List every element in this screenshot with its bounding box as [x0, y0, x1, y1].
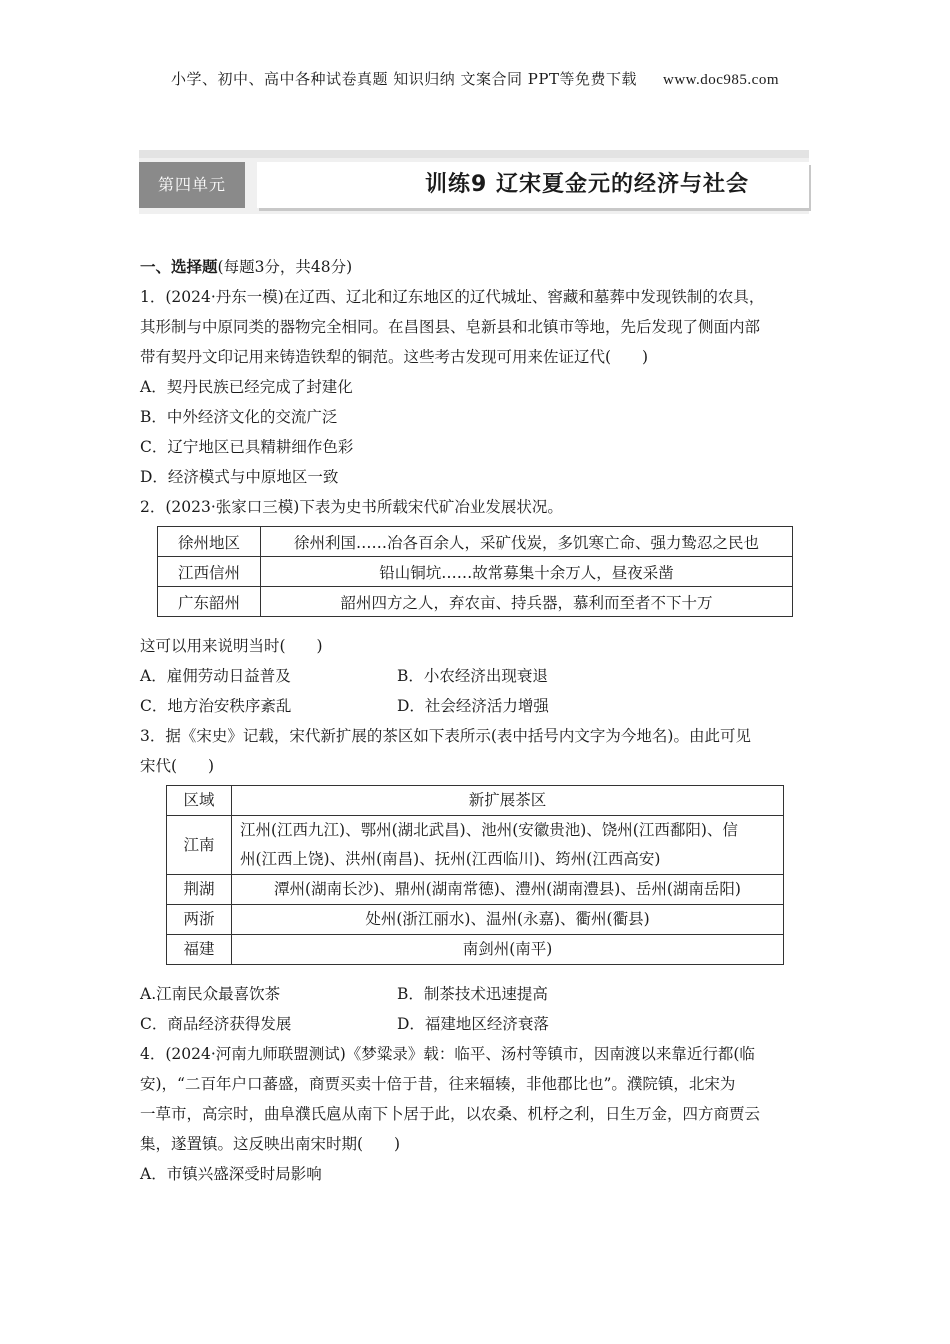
q2-option-a[interactable]: A．雇佣劳动日益普及 [140, 667, 291, 685]
table-cell-text: 韶州四方之人，弃农亩、持兵器，慕利而至者不下十万 [261, 587, 793, 617]
table-row [167, 935, 784, 965]
q2-stem: 下表为史书所载宋代矿冶业发展状况。 [299, 498, 563, 516]
question-4 [140, 1039, 810, 1189]
q4-stem-line: 《梦粱录》载：临平、汤村等镇市，因南渡以来靠近行都(临 [345, 1045, 755, 1063]
q4-source: (2024·河南九师联盟测试) [165, 1045, 346, 1063]
header-site-link[interactable]: www.doc985.com [662, 72, 779, 88]
table-row [167, 816, 784, 875]
q3-option-b[interactable]: B．制茶技术迅速提高 [397, 985, 548, 1003]
header-text: 小学、初中、高中各种试卷真题 知识归纳 文案合同 PPT等免费下载 [170, 70, 637, 88]
q2-option-d[interactable]: D．社会经济活力增强 [397, 697, 549, 715]
banner-title-box [257, 162, 809, 208]
table-cell-region: 江西信州 [158, 557, 261, 587]
question-2 [140, 492, 810, 721]
section-title: 一、选择题 [140, 258, 218, 276]
q1-stem-line: 其形制与中原同类的器物完全相同。在昌图县、皂新县和北镇市等地，先后发现了侧面内部 [140, 318, 761, 336]
table-header-tea: 新扩展茶区 [232, 786, 784, 816]
q4-stem-line: 安)，“二百年户口蕃盛，商贾买卖十倍于昔，往来辐辏，非他郡比也”。濮院镇，北宋为 [140, 1075, 736, 1093]
table-cell-line: 江州(江西九江)、鄂州(湖北武昌)、池州(安徽贵池)、饶州(江西鄱阳)、信 [240, 821, 738, 839]
tea-region-table [166, 785, 784, 965]
unit-banner [139, 150, 809, 220]
q4-line-1: 4．(2024·河南九师联盟测试)《梦粱录》载：临平、汤村等镇市，因南渡以来靠近行都(临 [140, 1045, 755, 1063]
q2-options-row-2 [140, 691, 810, 721]
table-row [167, 875, 784, 905]
mining-table [157, 526, 793, 617]
table-cell-region: 福建 [167, 935, 232, 965]
q1-option-d[interactable]: D．经济模式与中原地区一致 [140, 468, 339, 486]
q4-stem-line: 一草市，高宗时，曲阜濮氏扈从南下卜居于此，以农桑、机杼之利，日生万金，四方商贾云 [140, 1105, 761, 1123]
banner-top-strip [139, 150, 809, 158]
table-header-row [167, 786, 784, 816]
q2-option-b[interactable]: B．小农经济出现衰退 [397, 667, 548, 685]
table-cell-text: 徐州利国……冶各百余人，采矿伐炭，多饥寒亡命、强力鸷忍之民也 [261, 527, 793, 557]
exercise-content [140, 252, 810, 1189]
table-cell-region: 两浙 [167, 905, 232, 935]
table-cell-text: 铅山铜坑……故常募集十余万人，昼夜采凿 [261, 557, 793, 587]
question-3 [140, 721, 810, 1039]
q3-options-row-1 [140, 979, 810, 1009]
q4-option-a[interactable]: A．市镇兴盛深受时局影响 [140, 1165, 322, 1183]
q1-option-c[interactable]: C．辽宁地区已具精耕细作色彩 [140, 438, 354, 456]
section-note: (每题3分，共48分) [217, 258, 353, 276]
q1-line-1: 1．(2024·丹东一模)在辽西、辽北和辽东地区的辽代城址、窖藏和墓葬中发现铁制的农具， [140, 288, 765, 306]
q1-stem-line: 带有契丹文印记用来铸造铁犁的铜范。这些考古发现可用来佐证辽代( ) [140, 348, 649, 366]
q3-stem-line: 3．据《宋史》记载，宋代新扩展的茶区如下表所示(表中括号内文字为今地名)。由此可见 [140, 727, 751, 745]
table-row [158, 587, 793, 617]
q3-stem-line: 宋代( ) [140, 757, 215, 775]
q1-option-b[interactable]: B．中外经济文化的交流广泛 [140, 408, 338, 426]
table-cell-region: 江南 [167, 816, 232, 875]
q3-options-row-2 [140, 1009, 810, 1039]
q2-options-row-1 [140, 661, 810, 691]
question-1 [140, 282, 810, 492]
page-header [0, 68, 950, 89]
table-cell-text: 潭州(湖南长沙)、鼎州(湖南常德)、澧州(湖南澧县)、岳州(湖南岳阳) [232, 875, 784, 905]
page-title: 训练9 辽宋夏金元的经济与社会 [425, 172, 749, 197]
table-cell-region: 广东韶州 [158, 587, 261, 617]
section-heading [140, 252, 810, 282]
table-cell-region: 徐州地区 [158, 527, 261, 557]
q2-question: 这可以用来说明当时( ) [140, 637, 323, 655]
table-cell-line: 州(江西上饶)、洪州(南昌)、抚州(江西临川)、筠州(江西高安) [240, 850, 661, 868]
table-cell-text: 处州(浙江丽水)、温州(永嘉)、衢州(衢县) [232, 905, 784, 935]
table-row [158, 557, 793, 587]
q1-source: (2024·丹东一模) [165, 288, 284, 306]
q4-stem-line: 集，遂置镇。这反映出南宋时期( ) [140, 1135, 401, 1153]
q1-option-a[interactable]: A．契丹民族已经完成了封建化 [140, 378, 353, 396]
q2-option-c[interactable]: C．地方治安秩序紊乱 [140, 697, 292, 715]
table-cell-text [232, 816, 784, 875]
table-row [167, 905, 784, 935]
q2-source: (2023·张家口三模) [165, 498, 300, 516]
q1-stem-line: 在辽西、辽北和辽东地区的辽代城址、窖藏和墓葬中发现铁制的农具， [283, 288, 765, 306]
q3-option-c[interactable]: C．商品经济获得发展 [140, 1015, 292, 1033]
table-header-region: 区域 [167, 786, 232, 816]
unit-label: 第四单元 [139, 162, 245, 208]
q3-option-a[interactable]: A.江南民众最喜饮茶 [140, 985, 281, 1003]
table-row [158, 527, 793, 557]
table-cell-text: 南剑州(南平) [232, 935, 784, 965]
q3-option-d[interactable]: D．福建地区经济衰落 [397, 1015, 549, 1033]
table-cell-region: 荆湖 [167, 875, 232, 905]
q2-line-1: 2．(2023·张家口三模)下表为史书所载宋代矿冶业发展状况。 [140, 498, 563, 516]
